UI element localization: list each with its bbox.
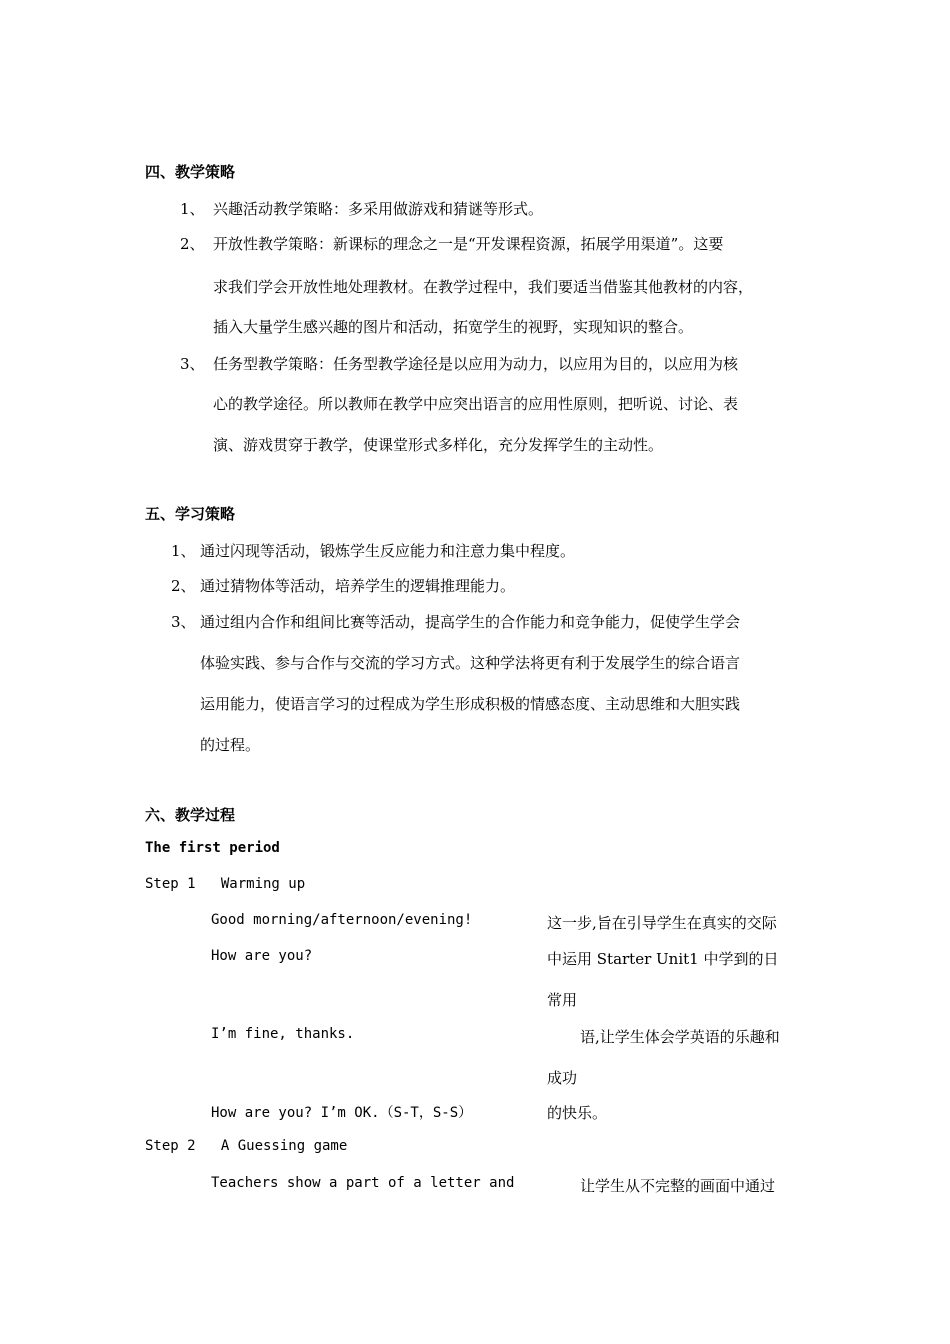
list-item-text: 运用能力，使语言学习的过程成为学生形成积极的情感态度、主动思维和大胆实践 [200,695,741,713]
list-item-number: 3、 [180,355,205,373]
list-item-number: 1、 [180,200,205,218]
annotation-line: 这一步,旨在引导学生在真实的交际 [547,914,777,932]
dialogue-line: How are you? I’m OK.（S-T，S-S） [211,1105,473,1121]
dialogue-line: How are you? [211,948,313,964]
step-1-label: Step 1 Warming up [145,876,306,892]
list-item-text: 体验实践、参与合作与交流的学习方式。这种学法将更有利于发展学生的综合语言 [200,654,741,672]
step-2-label: Step 2 A Guessing game [145,1138,348,1154]
period-title: The first period [145,840,280,856]
list-item-number: 2、 [171,577,196,595]
list-item-text: 任务型教学策略：任务型教学途径是以应用为动力，以应用为目的，以应用为核 [213,355,739,373]
section-6-title: 六、教学过程 [145,806,236,824]
list-item-text: 的过程。 [200,736,261,754]
list-item-text: 通过猜物体等活动，培养学生的逻辑推理能力。 [200,577,516,595]
list-item-text: 通过闪现等活动，锻炼学生反应能力和注意力集中程度。 [200,542,576,560]
list-item-text: 通过组内合作和组间比赛等活动，提高学生的合作能力和竞争能力，促使学生学会 [200,613,741,631]
annotation-line: 的快乐。 [547,1104,608,1122]
annotation-line: 成功 [547,1069,578,1087]
annotation-line: 中运用 Starter Unit1 中学到的日 [547,950,779,968]
section-4-title: 四、教学策略 [145,163,236,181]
list-item-text: 开放性教学策略：新课标的理念之一是“开发课程资源，拓展学用渠道”。这要 [213,235,724,253]
dialogue-line: Good morning/afternoon/evening! [211,912,473,928]
annotation-line: 让学生从不完整的画面中通过 [580,1177,776,1195]
list-item-text: 求我们学会开放性地处理教材。在教学过程中，我们要适当借鉴其他教材的内容， [213,278,754,296]
list-item-number: 1、 [171,542,196,560]
annotation-line: 语,让学生体会学英语的乐趣和 [580,1028,780,1046]
list-item-text: 演、游戏贯穿于教学，使课堂形式多样化，充分发挥学生的主动性。 [213,436,664,454]
list-item-number: 3、 [171,613,196,631]
list-item-text: 兴趣活动教学策略：多采用做游戏和猜谜等形式。 [213,200,544,218]
section-5-title: 五、学习策略 [145,505,236,523]
list-item-number: 2、 [180,235,205,253]
dialogue-line: Teachers show a part of a letter and [211,1175,515,1191]
list-item-text: 插入大量学生感兴趣的图片和活动，拓宽学生的视野，实现知识的整合。 [213,318,694,336]
list-item-text: 心的教学途径。所以教师在教学中应突出语言的应用性原则，把听说、讨论、表 [213,395,739,413]
annotation-line: 常用 [547,991,578,1009]
dialogue-line: I’m fine, thanks. [211,1026,355,1042]
